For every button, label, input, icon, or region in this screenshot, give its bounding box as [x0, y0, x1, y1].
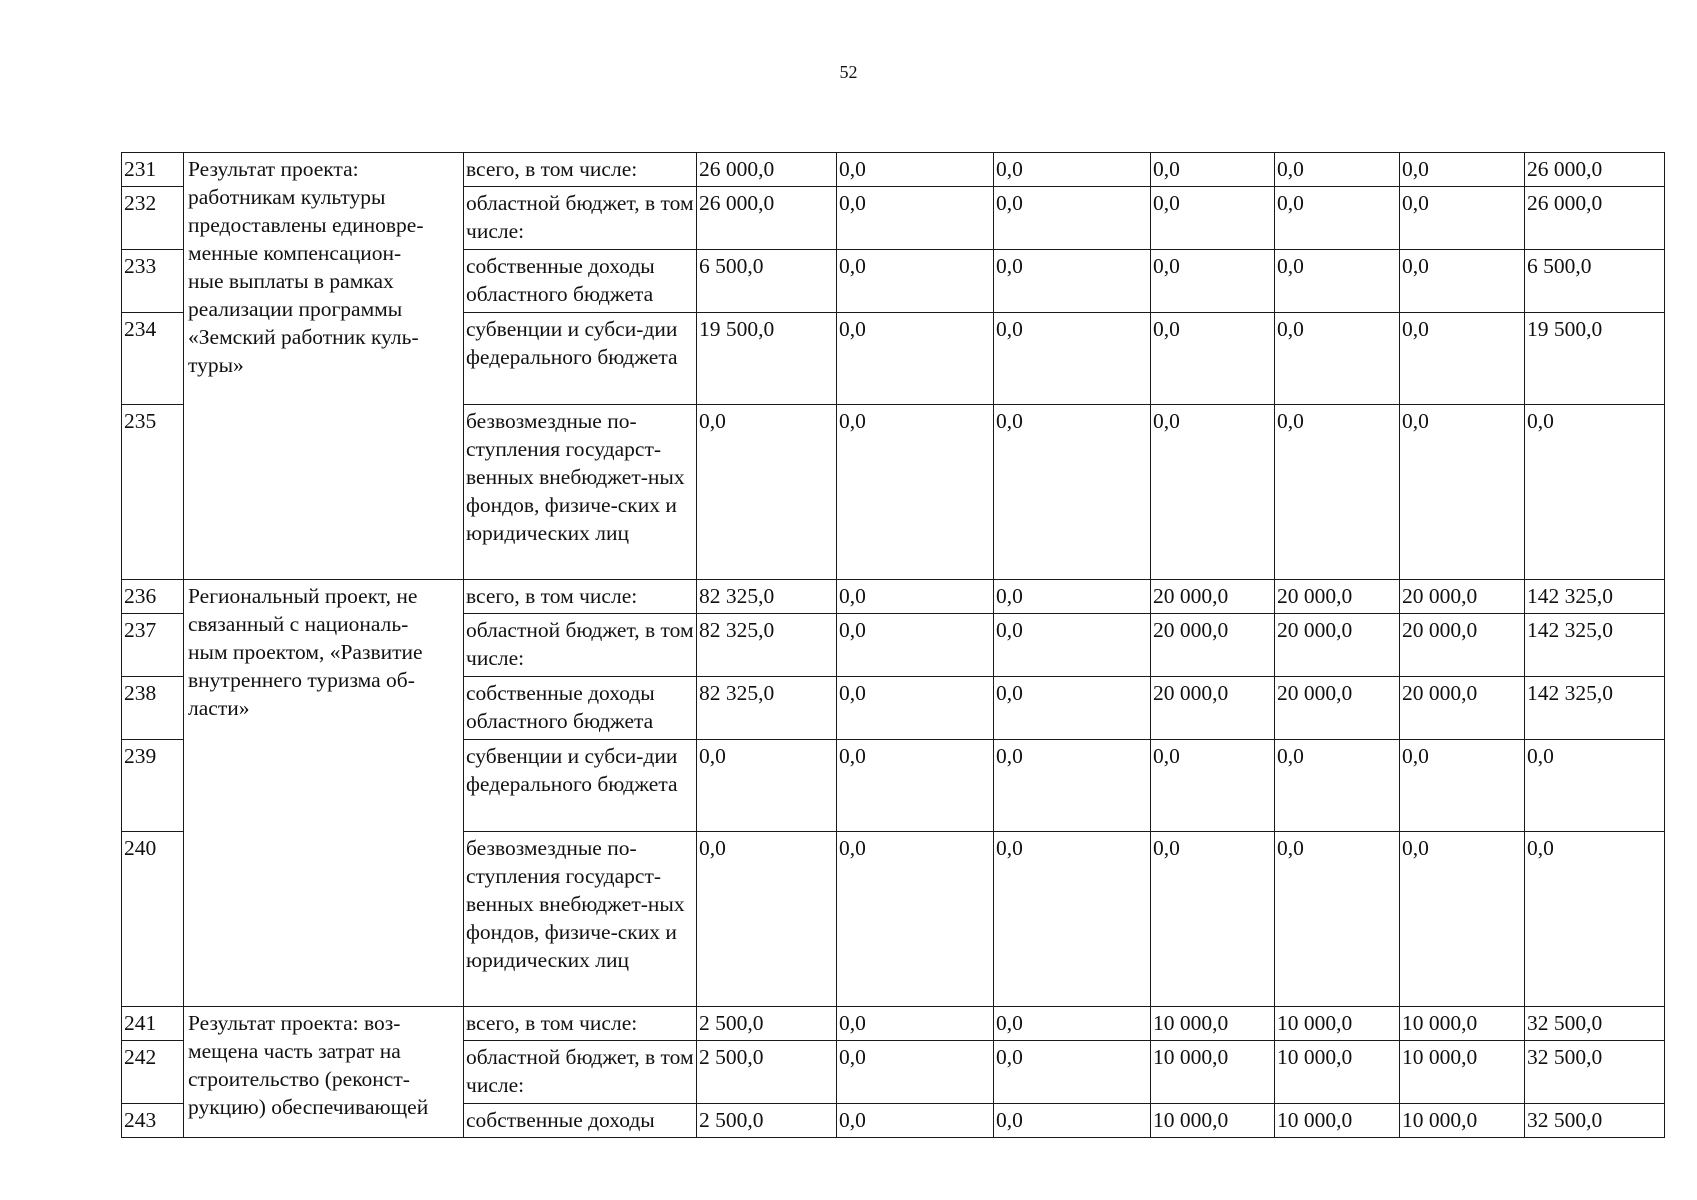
amount-cell: 0,0	[837, 832, 994, 1007]
amount-total: 142 325,0	[1525, 677, 1665, 740]
amount-total: 19 500,0	[1525, 313, 1665, 405]
amount-cell: 0,0	[994, 1007, 1151, 1041]
amount-total: 142 325,0	[1525, 614, 1665, 677]
amount-cell: 0,0	[1151, 832, 1275, 1007]
project-name-line: Результат проекта:	[188, 157, 359, 181]
row-number: 242	[122, 1041, 184, 1104]
amount-cell: 0,0	[1275, 313, 1400, 405]
amount-cell: 6 500,0	[697, 250, 837, 313]
project-name-line: ные выплаты в рамках	[188, 269, 394, 293]
funding-source: безвозмездные по-ступления государст-венных внебюджет-ных фондов, физиче-ских и юридических лиц	[464, 405, 697, 580]
table-row	[122, 832, 1665, 1007]
amount-cell: 0,0	[994, 740, 1151, 832]
amount-cell: 0,0	[994, 580, 1151, 614]
project-name-line: предоставлены единовре-	[188, 213, 424, 237]
amount-cell: 0,0	[1275, 250, 1400, 313]
project-name-continuation	[184, 740, 464, 832]
amount-cell: 0,0	[837, 313, 994, 405]
row-number: 232	[122, 187, 184, 250]
amount-total: 32 500,0	[1525, 1104, 1665, 1138]
project-name-cell	[184, 1007, 464, 1119]
amount-cell: 20 000,0	[1275, 614, 1400, 677]
amount-cell: 0,0	[837, 614, 994, 677]
budget-table	[121, 152, 1665, 1138]
row-number: 238	[122, 677, 184, 740]
funding-source: всего, в том числе:	[464, 580, 697, 614]
amount-total: 0,0	[1525, 740, 1665, 832]
amount-cell: 0,0	[1151, 187, 1275, 250]
amount-cell: 2 500,0	[697, 1104, 837, 1138]
amount-cell: 10 000,0	[1400, 1041, 1525, 1104]
amount-cell: 26 000,0	[697, 187, 837, 250]
amount-cell: 0,0	[837, 1104, 994, 1138]
amount-cell: 20 000,0	[1275, 580, 1400, 614]
table-row	[122, 405, 1665, 580]
amount-cell: 0,0	[697, 832, 837, 1007]
table-row	[122, 153, 1665, 187]
amount-cell: 82 325,0	[697, 614, 837, 677]
row-number: 233	[122, 250, 184, 313]
amount-cell: 0,0	[1400, 405, 1525, 580]
amount-cell: 10 000,0	[1275, 1104, 1400, 1138]
amount-cell: 0,0	[1275, 832, 1400, 1007]
amount-cell: 0,0	[837, 677, 994, 740]
amount-cell: 0,0	[837, 740, 994, 832]
table-row	[122, 740, 1665, 832]
amount-cell: 19 500,0	[697, 313, 837, 405]
funding-source: субвенции и субси-дии федерального бюджета	[464, 740, 697, 832]
row-number: 239	[122, 740, 184, 832]
project-name-line: мещена часть затрат на	[188, 1039, 401, 1063]
funding-source: собственные доходы областного бюджета	[464, 677, 697, 740]
amount-cell: 10 000,0	[1400, 1104, 1525, 1138]
amount-cell: 0,0	[837, 1041, 994, 1104]
amount-cell: 0,0	[837, 580, 994, 614]
amount-total: 142 325,0	[1525, 580, 1665, 614]
project-name-line: работникам культуры	[188, 185, 386, 209]
amount-cell: 10 000,0	[1275, 1007, 1400, 1041]
amount-cell: 0,0	[697, 405, 837, 580]
table-row	[122, 1007, 1665, 1041]
amount-total: 0,0	[1525, 832, 1665, 1007]
amount-cell: 0,0	[1151, 740, 1275, 832]
amount-cell: 20 000,0	[1151, 614, 1275, 677]
amount-cell: 0,0	[994, 614, 1151, 677]
amount-cell: 0,0	[697, 740, 837, 832]
project-name-continuation	[184, 832, 464, 1007]
row-number: 240	[122, 832, 184, 1007]
funding-source: собственные доходы	[464, 1104, 697, 1138]
amount-cell: 0,0	[837, 405, 994, 580]
row-number: 234	[122, 313, 184, 405]
amount-cell: 0,0	[994, 832, 1151, 1007]
amount-cell: 20 000,0	[1151, 677, 1275, 740]
amount-cell: 0,0	[837, 250, 994, 313]
amount-cell: 0,0	[1151, 153, 1275, 187]
project-name-line: реализации программы	[188, 297, 403, 321]
amount-cell: 0,0	[1400, 153, 1525, 187]
amount-cell: 0,0	[994, 153, 1151, 187]
amount-cell: 20 000,0	[1400, 677, 1525, 740]
amount-cell: 0,0	[1400, 187, 1525, 250]
amount-cell: 10 000,0	[1151, 1104, 1275, 1138]
amount-cell: 0,0	[1275, 405, 1400, 580]
amount-cell: 10 000,0	[1275, 1041, 1400, 1104]
row-number: 231	[122, 153, 184, 187]
amount-cell: 20 000,0	[1151, 580, 1275, 614]
amount-cell: 0,0	[994, 313, 1151, 405]
amount-total: 6 500,0	[1525, 250, 1665, 313]
amount-total: 32 500,0	[1525, 1041, 1665, 1104]
project-name-continuation	[184, 405, 464, 580]
amount-cell: 0,0	[1151, 250, 1275, 313]
row-number: 235	[122, 405, 184, 580]
project-name-line: строительство (реконст-	[188, 1067, 410, 1091]
amount-cell: 0,0	[994, 187, 1151, 250]
project-name-cell	[184, 580, 464, 720]
amount-cell: 0,0	[994, 1041, 1151, 1104]
amount-cell: 0,0	[1151, 405, 1275, 580]
amount-cell: 0,0	[837, 1007, 994, 1041]
funding-source: областной бюджет, в том числе:	[464, 1041, 697, 1104]
amount-cell: 0,0	[1275, 187, 1400, 250]
amount-cell: 0,0	[1275, 153, 1400, 187]
project-name-line: рукцию) обеспечивающей	[188, 1095, 429, 1119]
amount-cell: 2 500,0	[697, 1041, 837, 1104]
funding-source: областной бюджет, в том числе:	[464, 187, 697, 250]
project-name-cell	[184, 153, 464, 377]
amount-cell: 0,0	[1400, 250, 1525, 313]
amount-total: 26 000,0	[1525, 153, 1665, 187]
amount-cell: 0,0	[1151, 313, 1275, 405]
amount-cell: 0,0	[1400, 832, 1525, 1007]
project-name-line: внутреннего туризма об-	[188, 668, 415, 692]
amount-cell: 10 000,0	[1400, 1007, 1525, 1041]
amount-cell: 20 000,0	[1275, 677, 1400, 740]
amount-cell: 0,0	[994, 1104, 1151, 1138]
amount-cell: 0,0	[1400, 313, 1525, 405]
amount-cell: 0,0	[994, 677, 1151, 740]
funding-source: собственные доходы областного бюджета	[464, 250, 697, 313]
funding-source: областной бюджет, в том числе:	[464, 614, 697, 677]
row-number: 237	[122, 614, 184, 677]
amount-cell: 82 325,0	[697, 580, 837, 614]
row-number: 241	[122, 1007, 184, 1041]
amount-cell: 10 000,0	[1151, 1041, 1275, 1104]
amount-cell: 20 000,0	[1400, 580, 1525, 614]
project-name-line: «Земский работник куль-	[188, 325, 419, 349]
amount-cell: 0,0	[994, 250, 1151, 313]
table-row	[122, 580, 1665, 614]
project-name-line: ным проектом, «Развитие	[188, 640, 423, 664]
amount-cell: 0,0	[1275, 740, 1400, 832]
table-body	[122, 153, 1665, 1138]
project-name-line: менные компенсацион-	[188, 241, 402, 265]
amount-cell: 0,0	[837, 153, 994, 187]
row-number: 236	[122, 580, 184, 614]
amount-total: 26 000,0	[1525, 187, 1665, 250]
amount-cell: 2 500,0	[697, 1007, 837, 1041]
funding-source: всего, в том числе:	[464, 1007, 697, 1041]
amount-cell: 26 000,0	[697, 153, 837, 187]
amount-cell: 82 325,0	[697, 677, 837, 740]
project-name-line: туры»	[188, 353, 244, 377]
amount-cell: 0,0	[994, 405, 1151, 580]
amount-cell: 0,0	[837, 187, 994, 250]
project-name-line: Региональный проект, не	[188, 584, 418, 608]
row-number: 243	[122, 1104, 184, 1138]
project-name-line: Результат проекта: воз-	[188, 1011, 401, 1035]
amount-cell: 0,0	[1400, 740, 1525, 832]
project-name-line: связанный с националь-	[188, 612, 409, 636]
page-number: 52	[839, 62, 858, 82]
project-name-line: ласти»	[188, 696, 250, 720]
amount-cell: 10 000,0	[1151, 1007, 1275, 1041]
amount-total: 32 500,0	[1525, 1007, 1665, 1041]
funding-source: безвозмездные по-ступления государст-венных внебюджет-ных фондов, физиче-ских и юридических лиц	[464, 832, 697, 1007]
amount-cell: 20 000,0	[1400, 614, 1525, 677]
amount-total: 0,0	[1525, 405, 1665, 580]
funding-source: всего, в том числе:	[464, 153, 697, 187]
funding-source: субвенции и субси-дии федерального бюджета	[464, 313, 697, 405]
